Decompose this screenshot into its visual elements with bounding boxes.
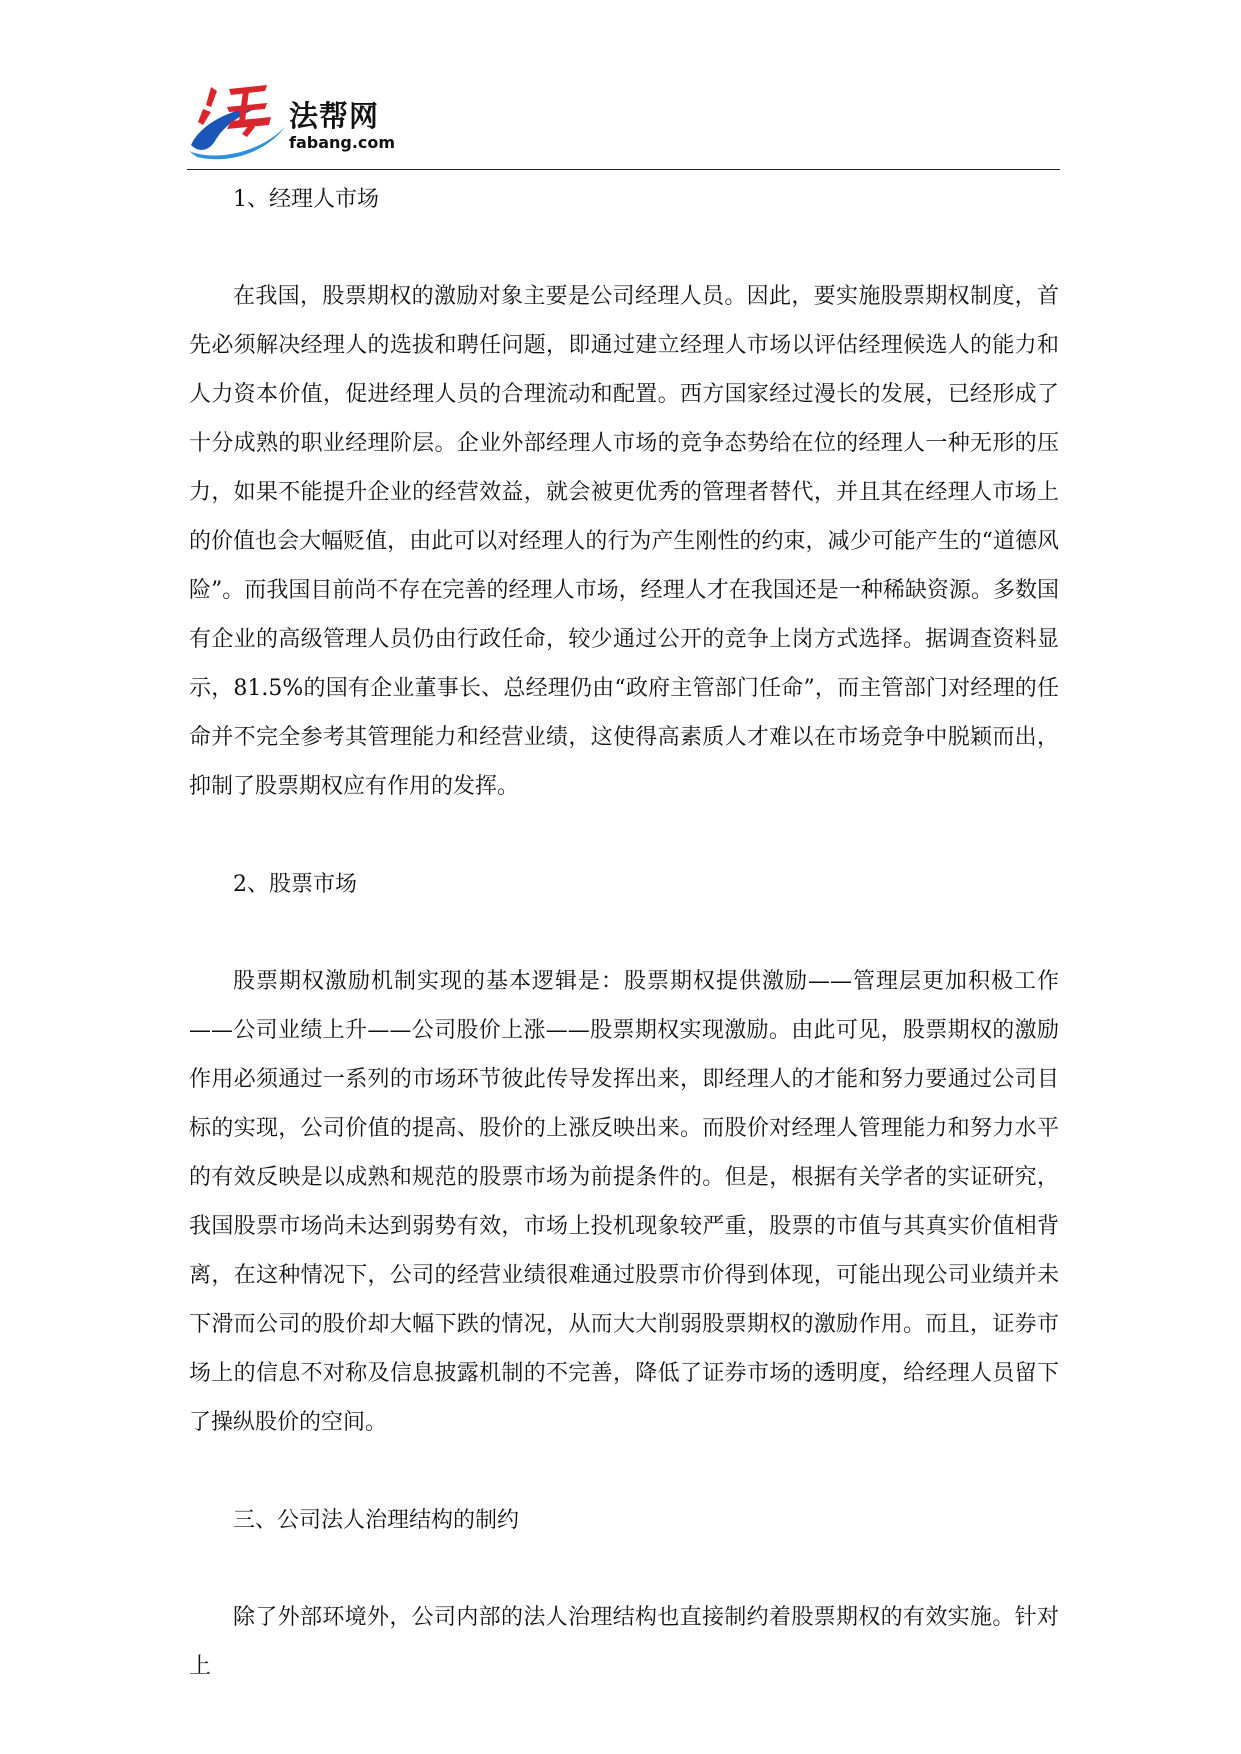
section-heading: 1、经理人市场 xyxy=(233,187,379,212)
spacer xyxy=(189,1545,1059,1593)
section-paragraph: 在我国，股票期权的激励对象主要是公司经理人员。因此，要实施股票期权制度，首先必须解决经理人的选拔和聘任问题，即通过建立经理人市场以评估经理候选人的能力和人力资本价值，促进经理人员的合理流动和配置。西方国家经过漫长的发展，已经形成了十分成熟的职业经理阶层。企业外部经理人市场的竞争态势给在位的经理人一种无形的压力，如果不能提升企业的经营效益，就会被更优秀的管理者替代，并且其在经理人市场上的价值也会大幅贬值，由此可以对经理人的行为产生刚性的约束，减少可能产生的“道德风险”。而我国目前尚不存在完善的经理人市场，经理人才在我国还是一种稀缺资源。多数国有企业的高级管理人员仍由行政任命，较少通过公开的竞争上岗方式选择。据调查资料显示，81.5%的国有企业董事长、总经理仍由“政府主管部门任命”，而主管部门对经理的任命并不完全参考其管理能力和经营业绩，这使得高素质人才难以在市场竞争中脱颖而出，抑制了股票期权应有作用的发挥。 xyxy=(189,284,1059,799)
section-heading: 2、股票市场 xyxy=(233,872,357,897)
spacer xyxy=(189,224,1059,272)
header-divider xyxy=(187,169,1060,170)
spacer xyxy=(189,1447,1059,1496)
page-header xyxy=(187,81,1060,171)
logo-text xyxy=(289,99,396,152)
section-heading: 三、公司法人治理结构的制约 xyxy=(233,1508,520,1533)
logo-domain: fabang.com xyxy=(289,133,396,152)
section-paragraph: 股票期权激励机制实现的基本逻辑是：股票期权提供激励——管理层更加积极工作——公司业绩上升——公司股价上涨——股票期权实现激励。由此可见，股票期权的激励作用必须通过一系列的市场环节彼此传导发挥出来，即经理人的才能和努力要通过公司目标的实现，公司价值的提高、股价的上涨反映出来。而股价对经理人管理能力和努力水平的有效反映是以成熟和规范的股票市场为前提条件的。但是，根据有关学者的实证研究，我国股票市场尚未达到弱势有效，市场上投机现象较严重，股票的市值与其真实价值相背离，在这种情况下，公司的经营业绩很难通过股票市价得到体现，可能出现公司业绩并未下滑而公司的股价却大幅下跌的情况，从而大大削弱股票期权的激励作用。而且，证券市场上的信息不对称及信息披露机制的不完善，降低了证券市场的透明度，给经理人员留下了操纵股价的空间。 xyxy=(189,969,1059,1435)
spacer xyxy=(189,811,1059,860)
fabang-logo-icon xyxy=(187,81,289,160)
logo-chinese-name: 法帮网 xyxy=(289,99,380,133)
spacer xyxy=(189,909,1059,957)
document-body xyxy=(189,175,1059,1691)
section-paragraph: 除了外部环境外，公司内部的法人治理结构也直接制约着股票期权的有效实施。针对上 xyxy=(189,1605,1059,1679)
